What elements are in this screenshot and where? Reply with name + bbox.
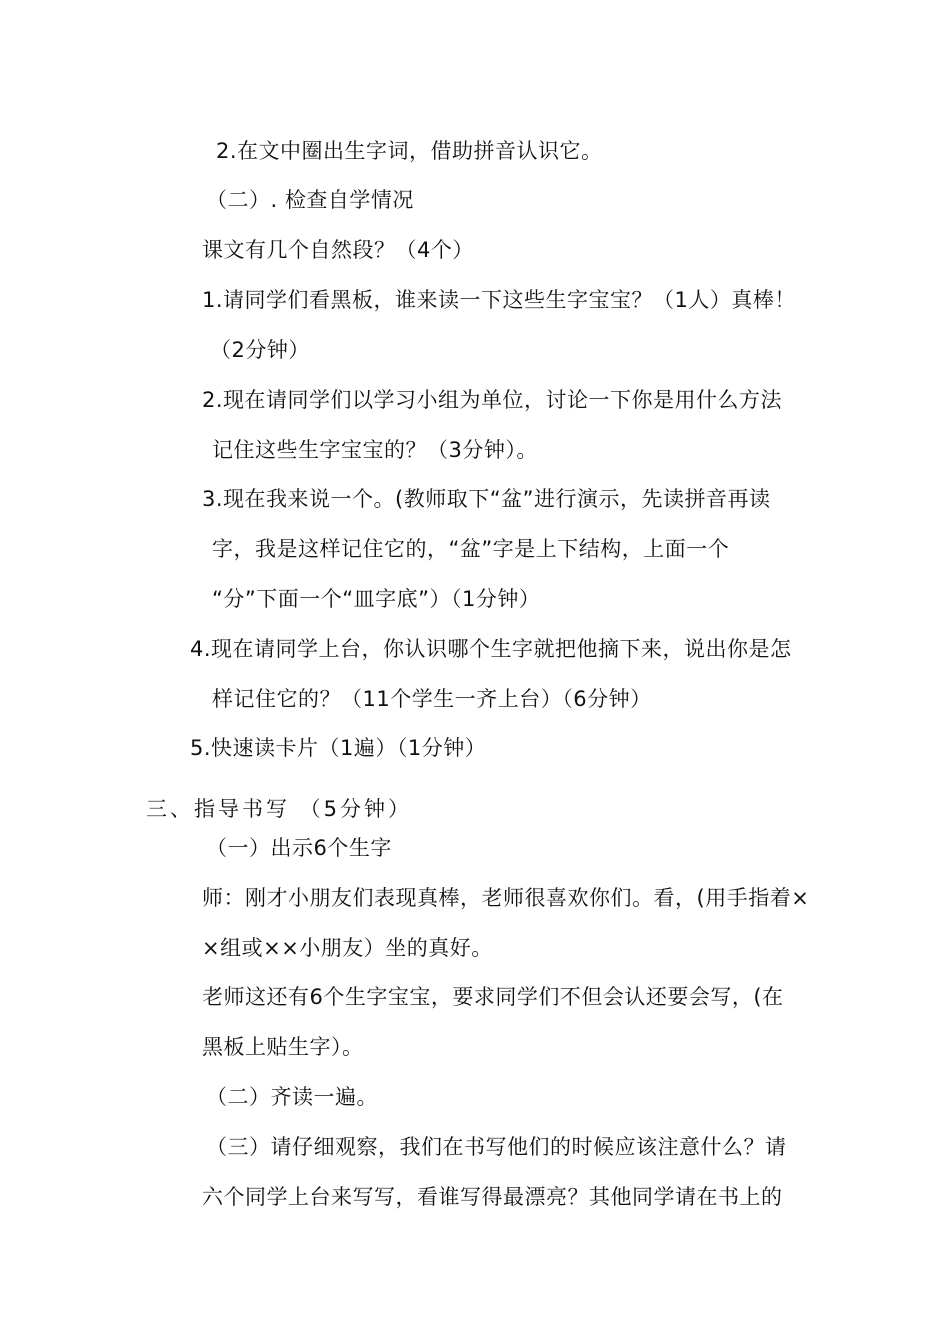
text-line: （三）请仔细观察，我们在书写他们的时候应该注意什么？请	[206, 1135, 787, 1159]
section-heading: （二）. 检查自学情况	[206, 188, 414, 212]
text-line: 记住这些生字宝宝的？（3分钟）。	[212, 438, 538, 462]
text-line: 5.快速读卡片（1遍）（1分钟）	[190, 736, 487, 760]
text-line: 1.请同学们看黑板，谁来读一下这些生字宝宝？（1人）真棒！	[202, 288, 796, 312]
text-line: 师：刚才小朋友们表现真棒，老师很喜欢你们。看，(用手指着×	[202, 886, 810, 910]
text-line: 样记住它的？（11个学生一齐上台）（6分钟）	[212, 687, 652, 711]
text-line: 2.在文中圈出生字词，借助拼音认识它。	[216, 139, 603, 163]
section-heading: 三、指导书写 （5分钟）	[146, 797, 413, 821]
text-line: 六个同学上台来写写，看谁写得最漂亮？其他同学请在书上的	[202, 1185, 783, 1209]
section-heading: （一）出示6个生字	[206, 836, 392, 860]
text-line: “分”下面一个“皿字底”）（1分钟）	[212, 587, 541, 611]
text-line: 黑板上贴生字）。	[202, 1035, 364, 1059]
section-heading: （二）齐读一遍。	[206, 1085, 378, 1109]
text-line: 3.现在我来说一个。(教师取下“盆”进行演示，先读拼音再读	[202, 487, 771, 511]
text-line: 2.现在请同学们以学习小组为单位，讨论一下你是用什么方法	[202, 388, 783, 412]
text-line: 字，我是这样记住它的，“盆”字是上下结构，上面一个	[212, 537, 730, 561]
text-line: 老师这还有6个生字宝宝，要求同学们不但会认还要会写，(在	[202, 985, 784, 1009]
text-line: ×组或××小朋友）坐的真好。	[202, 936, 493, 960]
text-line: （2分钟）	[210, 338, 310, 362]
text-line: 课文有几个自然段？（4个）	[202, 238, 474, 262]
text-line: 4.现在请同学上台，你认识哪个生字就把他摘下来，说出你是怎	[190, 637, 792, 661]
